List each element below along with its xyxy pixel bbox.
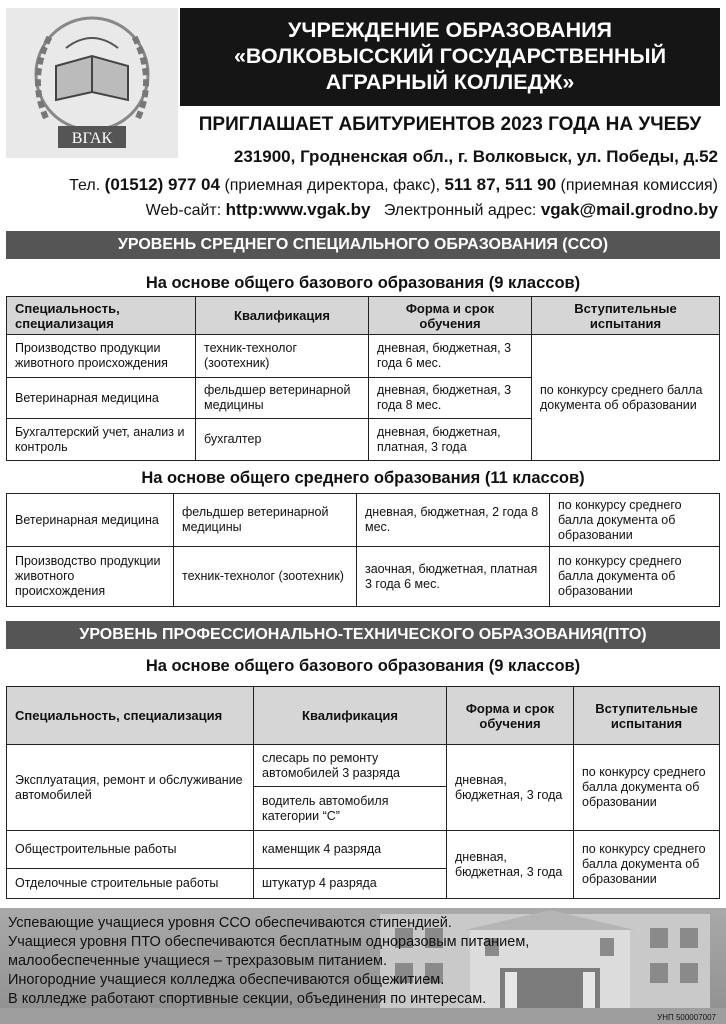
footer-line: Учащиеся уровня ПТО обеспечиваются бесплатным одноразовым питанием, (8, 934, 530, 950)
cell-exam: по конкурсу среднего балла документа об образовании (532, 335, 720, 461)
cell-spec: Ветеринарная медицина (7, 378, 196, 419)
phone-director: (01512) 977 04 (104, 175, 220, 194)
footer-line: малообеспеченные учащиеся – трехразовым питанием. (8, 953, 388, 969)
footer-line: Успевающие учащиеся уровня ССО обеспечиваются стипендией. (8, 915, 452, 931)
col-header-exam: Вступительные испытания (574, 687, 720, 745)
col-header-spec: Специальность, специализация (7, 687, 254, 745)
cell-form: дневная, бюджетная, 3 года 6 мес. (369, 335, 532, 378)
col-header-exam: Вступительные испытания (532, 297, 720, 335)
cell-qual: бухгалтер (196, 419, 369, 461)
cell-spec: Эксплуатация, ремонт и обслуживание автомобилей (7, 745, 254, 831)
col-header-form: Форма и срок обучения (447, 687, 574, 745)
sso-band: УРОВЕНЬ СРЕДНЕГО СПЕЦИАЛЬНОГО ОБРАЗОВАНИЯ (ССО) (6, 231, 720, 259)
cell-qual: техник-технолог (зоотехник) (196, 335, 369, 378)
title-line: «ВОЛКОВЫССКИЙ ГОСУДАРСТВЕННЫЙ (233, 44, 667, 68)
cell-spec: Производство продукции животного происхождения (7, 547, 174, 607)
cell-exam: по конкурсу среднего балла документа об образовании (550, 547, 720, 607)
phone-director-note: (приемная директора, факс), (224, 177, 441, 194)
phone-commission: 511 87, 511 90 (444, 175, 557, 194)
col-header-qual: Квалификация (254, 687, 447, 745)
cell-form: дневная, бюджетная, 3 года 8 мес. (369, 378, 532, 419)
cell-spec: Общестроительные работы (7, 831, 254, 869)
cell-qual: фельдшер ветеринарной медицины (196, 378, 369, 419)
table-row (7, 547, 720, 607)
phone-label: Тел. (69, 177, 101, 194)
cell-spec: Бухгалтерский учет, анализ и контроль (7, 419, 196, 461)
table-row (7, 831, 720, 869)
cell-form: дневная, бюджетная, платная, 3 года (369, 419, 532, 461)
table-row (7, 745, 720, 787)
col-header-qual: Квалификация (196, 297, 369, 335)
website-link[interactable]: http:www.vgak.by (225, 200, 371, 219)
footer-line: В колледже работают спортивные секции, объединения по интересам. (8, 991, 487, 1007)
footer-banner (0, 908, 726, 1024)
address: 231900, Гродненская обл., г. Волковыск, ул. Победы, д.52 (233, 147, 718, 166)
cell-exam: по конкурсу среднего балла документа об образовании (550, 494, 720, 547)
col-header-spec: Специальность, специализация (7, 297, 196, 335)
college-title (180, 8, 720, 106)
cell-qual: каменщик 4 разряда (254, 831, 447, 869)
pto-sub9: На основе общего базового образования (9 классов) (145, 657, 581, 675)
footer-text (8, 914, 529, 1009)
cell-exam: по конкурсу среднего балла документа об образовании (574, 745, 720, 831)
table-row (7, 494, 720, 547)
sso-table-9 (6, 296, 720, 461)
cell-qual: штукатур 4 разряда (254, 869, 447, 899)
cell-form: заочная, бюджетная, платная 3 года 6 мес. (357, 547, 550, 607)
sso-table-11 (6, 493, 720, 607)
cell-spec: Ветеринарная медицина (7, 494, 174, 547)
web-label: Web-сайт: (145, 202, 222, 219)
title-line: УЧРЕЖДЕНИЕ ОБРАЗОВАНИЯ (287, 18, 613, 42)
sso-sub9: На основе общего базового образования (9 классов) (145, 274, 581, 292)
pto-band: УРОВЕНЬ ПРОФЕССИОНАЛЬНО-ТЕХНИЧЕСКОГО ОБРАЗОВАНИЯ(ПТО) (6, 621, 720, 649)
cell-exam: по конкурсу среднего балла документа об образовании (574, 831, 720, 899)
cell-qual: водитель автомобиля категории “С” (254, 787, 447, 831)
sso-sub11: На основе общего среднего образования (11 классов) (141, 469, 585, 487)
pto-table (6, 686, 720, 899)
phone-line (69, 175, 718, 195)
title-line: АГРАРНЫЙ КОЛЛЕДЖ» (325, 70, 575, 94)
email-label: Электронный адрес: (383, 202, 537, 219)
invitation: ПРИГЛАШАЕТ АБИТУРИЕНТОВ 2023 ГОДА НА УЧЕБУ (198, 114, 702, 135)
web-line (146, 200, 718, 220)
email-link[interactable]: vgak@mail.grodno.by (540, 200, 718, 219)
cell-spec: Производство продукции животного происхождения (7, 335, 196, 378)
col-header-form: Форма и срок обучения (369, 297, 532, 335)
footer-line: Иногородние учащиеся колледжа обеспечиваются общежитием. (8, 972, 445, 988)
cell-form: дневная, бюджетная, 3 года (447, 745, 574, 831)
college-emblem (6, 8, 178, 158)
table-row (7, 335, 720, 378)
phone-commission-note: (приемная комиссия) (560, 177, 718, 194)
cell-qual: фельдшер ветеринарной медицины (174, 494, 357, 547)
cell-form: дневная, бюджетная, 3 года (447, 831, 574, 899)
emblem-abbr: ВГАК (71, 130, 113, 147)
cell-spec: Отделочные строительные работы (7, 869, 254, 899)
cell-qual: слесарь по ремонту автомобилей 3 разряда (254, 745, 447, 787)
unp-code: УНП 500007007 (657, 1013, 716, 1022)
cell-qual: техник-технолог (зоотехник) (174, 547, 357, 607)
cell-form: дневная, бюджетная, 2 года 8 мес. (357, 494, 550, 547)
